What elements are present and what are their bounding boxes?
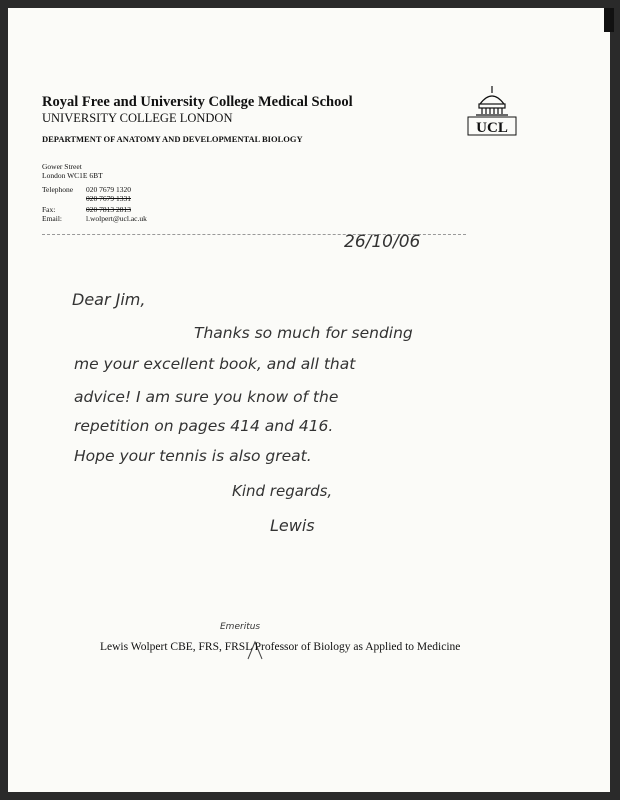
letter-page	[8, 8, 610, 792]
institution-name: Royal Free and University College Medical School	[42, 94, 353, 110]
logo-text: UCL	[476, 120, 508, 136]
email-label: Email:	[42, 214, 62, 223]
page-corner-mark	[604, 8, 614, 32]
handwritten-line-5: Hope your tennis is also great.	[74, 447, 312, 465]
department-name: DEPARTMENT OF ANATOMY AND DEVELOPMENTAL BIOLOGY	[42, 134, 303, 144]
handwritten-date: 26/10/06	[344, 232, 421, 252]
handwritten-insertion: Emeritus	[220, 622, 261, 632]
address-street: Gower Street	[42, 162, 82, 171]
telephone-number: 020 7679 1320	[86, 185, 131, 194]
telephone-label: Telephone	[42, 185, 74, 194]
address-city: London WC1E 6BT	[42, 171, 103, 180]
handwritten-line-1: Thanks so much for sending	[194, 324, 413, 342]
university-name: UNIVERSITY COLLEGE LONDON	[42, 111, 233, 125]
fax-label: Fax:	[42, 205, 56, 214]
handwritten-line-2: me your excellent book, and all that	[74, 355, 356, 373]
handwritten-signature: Lewis	[270, 516, 315, 535]
telephone-number-struck: 020 7679 1331	[86, 194, 131, 203]
fax-number-struck: 020 7813 2813	[86, 205, 131, 214]
ucl-logo	[464, 84, 520, 140]
handwritten-line-4: repetition on pages 414 and 416.	[74, 417, 334, 435]
email-address: l.wolpert@ucl.ac.uk	[86, 214, 147, 223]
handwritten-closing: Kind regards,	[232, 482, 333, 500]
handwritten-salutation: Dear Jim,	[72, 290, 146, 309]
handwritten-line-3: advice! I am sure you know of the	[74, 388, 339, 406]
signatory-line: Lewis Wolpert CBE, FRS, FRSL Professor of Biology as Applied to Medicine	[100, 641, 461, 653]
